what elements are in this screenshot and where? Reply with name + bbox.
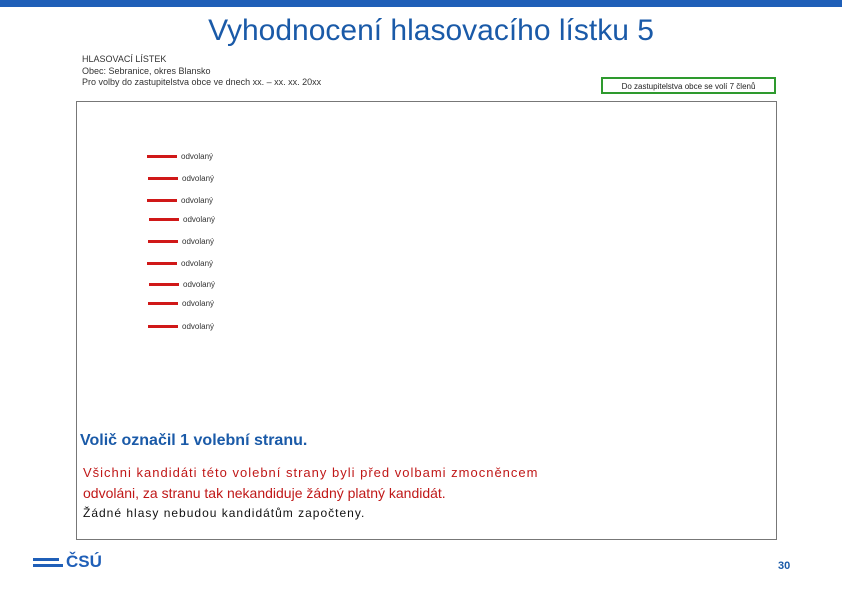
candidate-status: odvolaný [182,236,215,246]
explanation-line: odvoláni, za stranu tak nekandiduje žádný platný kandidát. [83,485,446,501]
candidate-status: odvolaný [181,258,214,268]
candidate-status: odvolaný [181,195,214,205]
candidate-row [148,297,214,309]
strike-mark [148,177,178,180]
candidate-row [149,213,215,225]
ballot-header-line: Obec: Sebranice, okres Blansko [82,65,211,76]
strike-mark [148,325,178,328]
csu-logo [33,552,102,572]
candidate-status: odvolaný [183,214,216,224]
page-number: 30 [778,560,791,572]
strike-mark [147,262,177,265]
ballot-header-line: Pro volby do zastupitelstva obce ve dnech xx. – xx. xx. 20xx [82,77,322,87]
ballot-sheet [76,101,777,540]
ballot-header-line: HLASOVACÍ LÍSTEK [82,54,167,64]
candidate-row [148,172,214,184]
candidate-status: odvolaný [182,173,215,183]
strike-mark [149,218,179,221]
strike-mark [148,302,178,305]
strike-mark [148,240,178,243]
members-count-box: Do zastupitelstva obce se volí 7 členů [601,77,776,94]
strike-mark [149,283,179,286]
candidate-row [147,257,213,269]
candidate-status: odvolaný [182,298,215,308]
explanation-line: Žádné hlasy nebudou kandidátům započteny. [83,506,366,520]
candidate-status: odvolaný [183,279,216,289]
candidate-row [148,320,214,332]
explanation-line: Všichni kandidáti této volební strany byli před volbami zmocněncem [83,465,539,480]
slide-title: Vyhodnocení hlasovacího lístku 5 [208,14,654,47]
candidate-row [148,235,214,247]
ballot-header [82,54,321,89]
candidate-status: odvolaný [181,151,214,161]
candidate-row [147,194,213,206]
logo-text: ČSÚ [66,552,102,571]
top-accent-bar [0,0,842,7]
strike-mark [147,199,177,202]
candidate-status: odvolaný [182,321,215,331]
candidate-row [147,150,213,162]
evaluation-summary: Volič označil 1 volební stranu. [80,432,308,449]
strike-mark [147,155,177,158]
candidate-row [149,278,215,290]
logo-lines-icon [33,558,63,567]
